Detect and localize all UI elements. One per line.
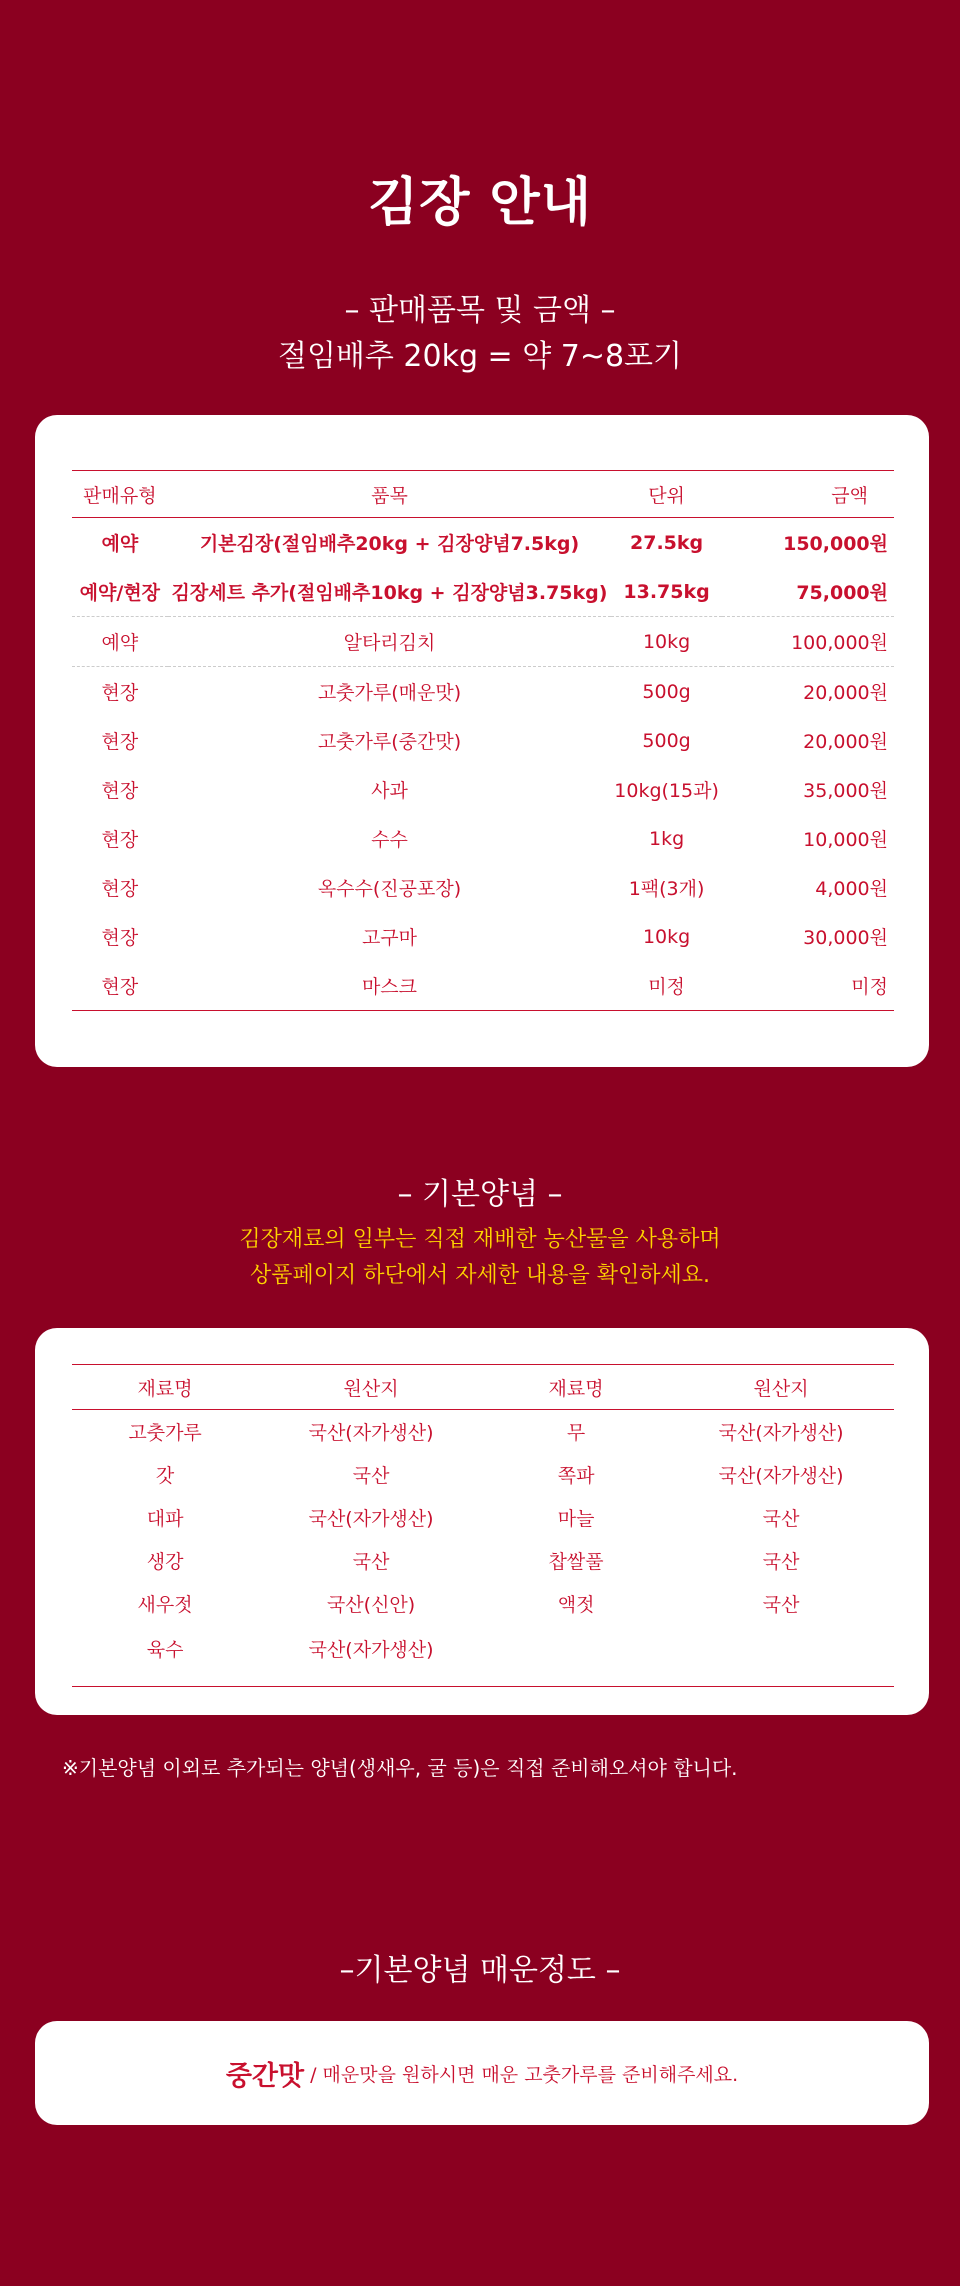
sales-card (35, 415, 929, 1067)
row-unit: 500g (642, 729, 691, 752)
ingredient-name: 고춧가루 (128, 1422, 202, 1444)
spiciness-card (35, 2021, 929, 2125)
table-row (72, 1539, 894, 1582)
row-type: 현장 (101, 780, 139, 802)
ingredient-name: 대파 (146, 1508, 184, 1530)
ingredient-origin: 국산(자가생산) (308, 1508, 434, 1530)
row-item: 고춧가루(매운맛) (317, 682, 462, 704)
col-header-ingredient: 재료명 (72, 1365, 258, 1410)
spiciness-level: 중간맛 (225, 2060, 305, 2092)
row-price: 미정 (722, 961, 894, 1011)
row-type: 현장 (72, 961, 168, 1011)
row-item: 고춧가루(중간맛) (317, 731, 462, 753)
row-unit: 10kg (611, 617, 722, 667)
row-item: 마스크 (168, 961, 612, 1011)
row-type: 예약/현장 (72, 567, 168, 617)
col-header-type: 판매유형 (72, 471, 168, 518)
ingredient-name: 새우젓 (137, 1594, 193, 1616)
sales-table-header (72, 471, 894, 518)
row-item: 수수 (371, 829, 408, 851)
row-price: 4,000원 (815, 878, 888, 900)
ingredient-origin: 국산(자가생산) (258, 1625, 484, 1687)
row-item: 옥수수(진공포장) (317, 878, 462, 900)
row-unit: 13.75kg (611, 567, 722, 617)
ingredient-origin: 국산(자가생산) (718, 1422, 844, 1444)
table-row (72, 567, 894, 617)
table-row (72, 1410, 894, 1454)
row-price: 35,000원 (803, 780, 888, 802)
col-header-item: 품목 (168, 471, 612, 518)
ingredient-name: 갓 (155, 1465, 175, 1487)
spiciness-description: / 매운맛을 원하시면 매운 고춧가루를 준비해주세요. (304, 2063, 739, 2086)
ingredient-origin: 국산 (352, 1465, 390, 1487)
sales-subheading: 절임배추 20kg = 약 7~8포기 (277, 339, 683, 374)
row-item: 김장세트 추가(절임배추10kg + 김장양념3.75kg) (168, 567, 612, 617)
table-row (72, 518, 894, 568)
page-title: 김장 안내 (367, 173, 593, 233)
ingredient-name: 쪽파 (557, 1465, 595, 1487)
seasoning-table (72, 1364, 894, 1687)
spiciness-heading: –기본양념 매운정도 – (339, 1953, 621, 1988)
ingredient-name: 찹쌀풀 (548, 1551, 604, 1573)
row-type: 예약 (72, 617, 168, 667)
row-type: 예약 (101, 533, 139, 555)
row-price: 75,000원 (722, 567, 894, 617)
row-unit: 1팩(3개) (628, 878, 705, 900)
row-item: 기본김장(절임배추20kg + 김장양념7.5kg) (199, 533, 580, 555)
ingredient-origin: 국산(자가생산) (718, 1465, 844, 1487)
col-header-origin: 원산지 (258, 1365, 484, 1410)
sales-table (72, 470, 894, 1011)
row-type: 현장 (101, 829, 139, 851)
ingredient-name: 생강 (146, 1551, 184, 1573)
sales-heading: – 판매품목 및 금액 – (344, 293, 616, 328)
row-unit: 10kg (642, 925, 691, 948)
ingredient-name: 액젓 (557, 1594, 595, 1616)
row-price: 20,000원 (803, 682, 888, 704)
table-row (72, 765, 894, 814)
ingredient-origin: 국산 (762, 1594, 800, 1616)
row-item: 알타리김치 (168, 617, 612, 667)
row-type: 현장 (101, 682, 139, 704)
ingredient-origin: 국산(자가생산) (308, 1422, 434, 1444)
row-unit: 1kg (648, 827, 685, 850)
col-header-price: 금액 (722, 471, 894, 518)
row-price: 150,000원 (783, 533, 888, 555)
ingredient-origin: 국산(신안) (326, 1594, 416, 1616)
ingredient-origin (668, 1625, 894, 1687)
table-row (72, 617, 894, 667)
table-row (72, 912, 894, 961)
seasoning-table-header (72, 1365, 894, 1410)
ingredient-name: 무 (566, 1422, 586, 1444)
col-header-unit: 단위 (611, 471, 722, 518)
table-row (72, 814, 894, 863)
row-unit: 10kg(15과) (614, 780, 719, 802)
ingredient-name: 마늘 (557, 1508, 595, 1530)
table-row (72, 1496, 894, 1539)
table-row (72, 1625, 894, 1687)
row-unit: 27.5kg (630, 531, 704, 554)
seasoning-heading: – 기본양념 – (397, 1177, 563, 1212)
ingredient-origin: 국산 (352, 1551, 390, 1573)
table-row (72, 667, 894, 717)
row-item: 고구마 (361, 927, 418, 949)
row-price: 10,000원 (803, 829, 888, 851)
seasoning-note-line2: 상품페이지 하단에서 자세한 내용을 확인하세요. (249, 1263, 710, 1288)
row-unit: 미정 (611, 961, 722, 1011)
table-row (72, 961, 894, 1011)
row-type: 현장 (101, 731, 139, 753)
col-header-ingredient: 재료명 (484, 1365, 668, 1410)
col-header-origin: 원산지 (668, 1365, 894, 1410)
ingredient-origin: 국산 (762, 1551, 800, 1573)
table-row (72, 1582, 894, 1625)
ingredient-name (484, 1625, 668, 1687)
row-type: 현장 (101, 878, 139, 900)
row-price: 20,000원 (803, 731, 888, 753)
seasoning-note-line1: 김장재료의 일부는 직접 재배한 농산물을 사용하며 (239, 1227, 721, 1252)
row-type: 현장 (101, 927, 139, 949)
table-row (72, 863, 894, 912)
seasoning-card (35, 1328, 929, 1715)
table-row (72, 716, 894, 765)
ingredient-origin: 국산 (762, 1508, 800, 1530)
row-price: 30,000원 (803, 927, 888, 949)
seasoning-footnote: ※기본양념 이외로 추가되는 양념(생새우, 굴 등)은 직접 준비해오셔야 합니다. (62, 1756, 738, 1780)
table-row (72, 1453, 894, 1496)
row-unit: 500g (642, 680, 691, 703)
row-item: 사과 (371, 780, 408, 802)
row-price: 100,000원 (722, 617, 894, 667)
ingredient-name: 육수 (72, 1625, 258, 1687)
